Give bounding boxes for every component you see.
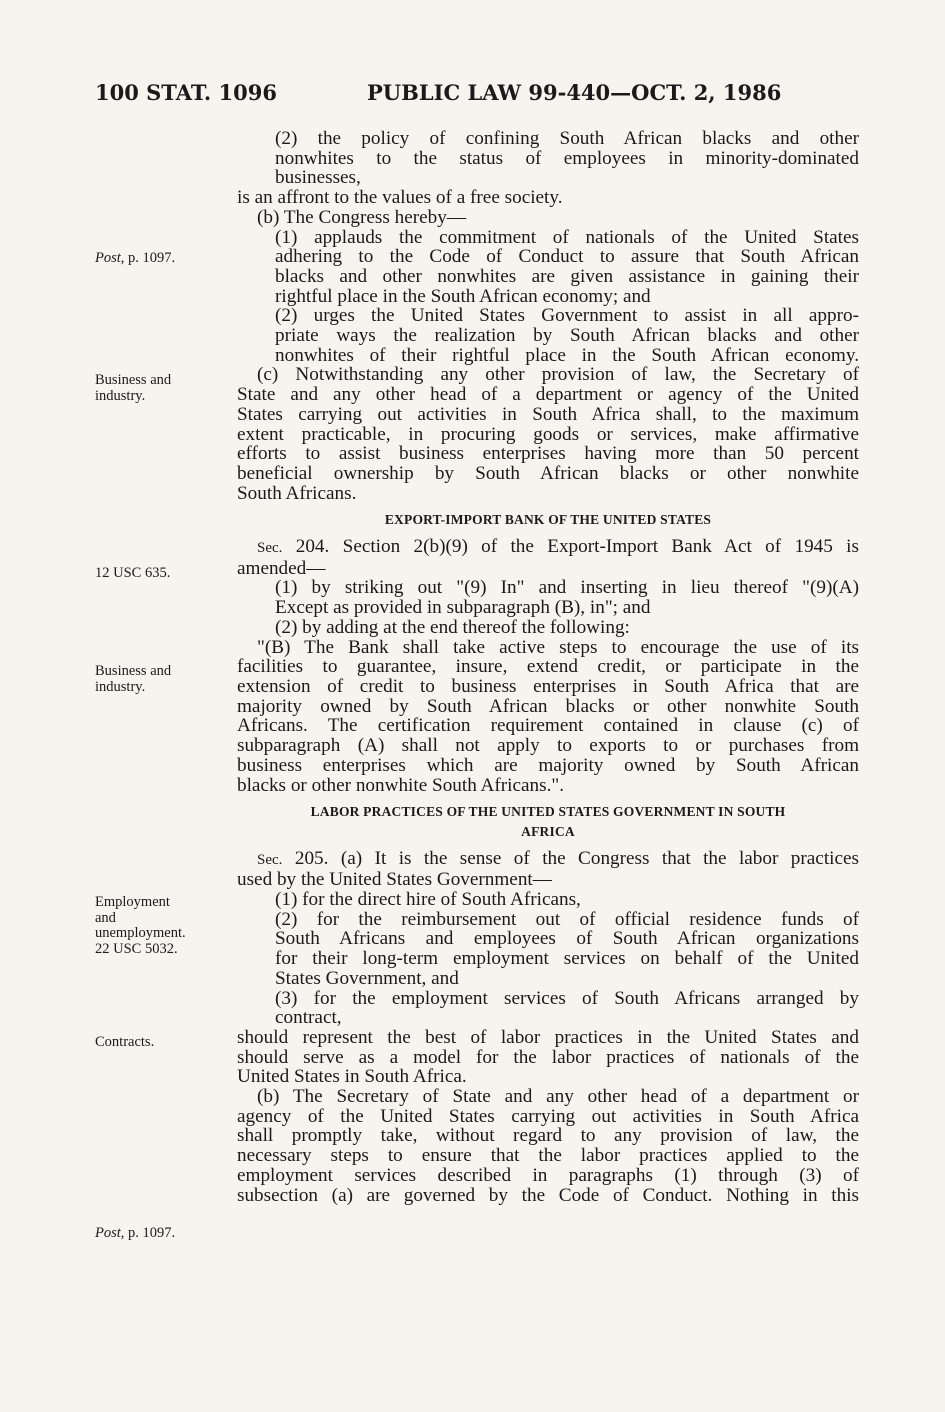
section-204-line xyxy=(237,537,859,559)
margin-note-post-1-page: p. 1097. xyxy=(124,250,176,266)
margin-note-usc-635: 12 USC 635. xyxy=(95,565,171,581)
text-line: priate ways the realization by South African blacks and other xyxy=(275,325,859,347)
margin-note-line: 22 USC 5032. xyxy=(95,940,178,957)
text-line: businesses, xyxy=(275,167,361,189)
text-line: (3) for the employment services of South Africans arranged by xyxy=(275,987,859,1009)
text-line: extension of credit to business enterprises in South Africa that are xyxy=(237,675,859,697)
text-line: is an affront to the values of a free society. xyxy=(237,187,563,209)
text-line: facilities to guarantee, insure, extend credit, or participate in the xyxy=(237,656,859,678)
text-line: (2) for the reimbursement out of official residence funds of xyxy=(275,908,859,930)
text-line: States carrying out activities in South Africa shall, to the maximum xyxy=(237,403,859,425)
text-line: beneficial ownership by South African blacks or other nonwhite xyxy=(237,462,859,484)
text-line: State and any other head of a department or agency of the United xyxy=(237,384,859,406)
text-line: adhering to the Code of Conduct to assure that South African xyxy=(275,246,859,268)
text-line: should serve as a model for the labor practices of nationals of the xyxy=(237,1046,859,1068)
margin-note-post-2-page: p. 1097. xyxy=(124,1225,176,1241)
text-line: blacks and other nonwhites are given assistance in gaining their xyxy=(275,265,859,287)
sec-label: Sec. xyxy=(257,851,283,868)
text-line: contract, xyxy=(275,1007,342,1029)
section-heading-export-import: EXPORT-IMPORT BANK OF THE UNITED STATES xyxy=(384,512,712,528)
text-line: (2) urges the United States Government to assist in all appro- xyxy=(275,305,859,327)
text-line: shall promptly take, without regard to any provision of law, the xyxy=(237,1125,859,1147)
text-line: nonwhites to the status of employees in minority-dominated xyxy=(275,147,859,169)
text-line: United States in South Africa. xyxy=(237,1066,467,1088)
section-205-line xyxy=(237,849,859,871)
margin-note-line: unemployment. xyxy=(95,925,186,941)
text-line: subsection (a) are governed by the Code of Conduct. Nothing in this xyxy=(237,1184,859,1206)
margin-note-line: and xyxy=(95,909,116,926)
text-line: Except as provided in subparagraph (B), in"; and xyxy=(275,597,651,619)
text-line: employment services described in paragraphs (1) through (3) of xyxy=(237,1164,859,1186)
text-line: South Africans and employees of South African organizations xyxy=(275,928,859,950)
text-line: (1) by striking out "(9) In" and inserting in lieu thereof "(9)(A) xyxy=(275,577,859,599)
statute-citation: 100 STAT. 1096 xyxy=(95,80,277,105)
text-line: agency of the United States carrying out activities in South Africa xyxy=(237,1105,859,1127)
margin-note-line: industry. xyxy=(95,678,146,695)
text-line: used by the United States Government— xyxy=(237,869,552,891)
text-line: majority owned by South African blacks or other nonwhite South xyxy=(237,695,859,717)
sec-204-text: 204. Section 2(b)(9) of the Export-Import Bank Act of 1945 is xyxy=(282,536,859,558)
text-line: (2) the policy of confining South African blacks and other xyxy=(275,128,859,149)
section-heading-labor-practices: LABOR PRACTICES OF THE UNITED STATES GOVERNMENT IN SOUTH xyxy=(310,804,786,820)
margin-note-business-2 xyxy=(95,664,171,695)
margin-note-line: Employment xyxy=(95,894,170,910)
text-line: blacks or other nonwhite South Africans.". xyxy=(237,774,565,796)
margin-note-contracts: Contracts. xyxy=(95,1034,155,1050)
page-title: PUBLIC LAW 99-440—OCT. 2, 1986 xyxy=(367,80,782,105)
text-line: amended— xyxy=(237,557,326,579)
text-line: (2) by adding at the end thereof the following: xyxy=(275,616,630,638)
margin-note-employment xyxy=(95,895,186,957)
text-line: (c) Notwithstanding any other provision of law, the Secretary of xyxy=(257,364,859,386)
statute-body xyxy=(237,129,859,1205)
margin-note-post-1-italic: Post, xyxy=(95,250,125,266)
text-line: (b) The Secretary of State and any other head of a department or xyxy=(257,1086,859,1108)
margin-note-business-1 xyxy=(95,373,171,404)
page-header xyxy=(95,80,855,114)
text-line: (1) for the direct hire of South Africans, xyxy=(275,889,581,911)
text-line: should represent the best of labor practices in the United States and xyxy=(237,1026,859,1048)
sec-205-text: 205. (a) It is the sense of the Congress that the labor practices xyxy=(282,847,859,869)
text-line: extent practicable, in procuring goods or services, make affirmative xyxy=(237,423,859,445)
text-line: efforts to assist business enterprises having more than 50 percent xyxy=(237,443,859,465)
margin-note-line: industry. xyxy=(95,387,146,404)
text-line: "(B) The Bank shall take active steps to encourage the use of its xyxy=(257,636,859,658)
text-line: Africans. The certification requirement contained in clause (c) of xyxy=(237,715,859,737)
sec-label: Sec. xyxy=(257,540,283,557)
text-line: necessary steps to ensure that the labor practices applied to the xyxy=(237,1145,859,1167)
margin-note-post-2-italic: Post, xyxy=(95,1225,125,1241)
text-line: business enterprises which are majority owned by South African xyxy=(237,754,859,776)
text-line: rightful place in the South African economy; and xyxy=(275,285,651,307)
section-heading-labor-practices-cont: AFRICA xyxy=(521,823,575,839)
text-line: nonwhites of their rightful place in the South African economy. xyxy=(275,344,859,366)
margin-note-post-2 xyxy=(95,1226,175,1242)
text-line: subparagraph (A) shall not apply to exports to or purchases from xyxy=(237,735,859,757)
text-line: for their long-term employment services on behalf of the United xyxy=(275,948,859,970)
margin-note-post-1 xyxy=(95,251,175,267)
text-line: States Government, and xyxy=(275,967,459,989)
text-line: (1) applauds the commitment of nationals of the United States xyxy=(275,226,859,248)
margin-note-line: Business and xyxy=(95,663,172,679)
text-line: (b) The Congress hereby— xyxy=(257,206,467,228)
text-line: South Africans. xyxy=(237,482,357,504)
margin-note-line: Business and xyxy=(95,372,172,388)
